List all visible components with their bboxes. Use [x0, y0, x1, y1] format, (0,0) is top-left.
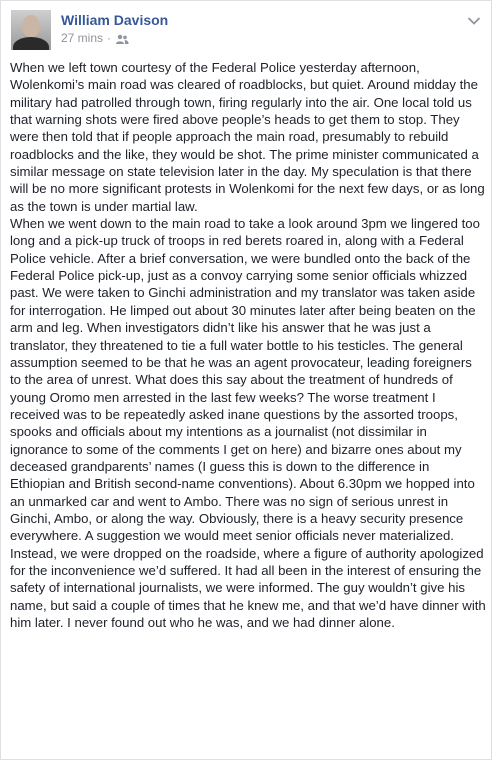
post-meta	[61, 31, 129, 45]
avatar[interactable]	[11, 10, 51, 50]
meta-separator: ·	[107, 31, 112, 45]
chevron-down-icon[interactable]	[467, 13, 481, 23]
avatar-head	[22, 15, 40, 37]
post-body	[10, 59, 486, 631]
friends-icon[interactable]	[115, 33, 129, 43]
avatar-shoulders	[13, 37, 49, 50]
post-paragraph: When we went down to the main road to take a look around 3pm we lingered too long and a pick-up truck of troops in red berets roared in, along with a Federal Police vehicle. After a brief conversation, we were bundled onto the back of the Federal Police pick-up, just as a convoy carrying some senior officials whizzed past. We were taken to Ginchi administration and my translator was taken aside for interrogation. He limped out about 30 minutes later after being beaten on the arm and leg. When investigators didn’t like his answer that he was just a translator, they threatened to tie a full water bottle to his testicles. The general assumption seemed to be that he was an agent provocateur, leading foreigners to the area of unrest. What does this say about the treatment of hundreds of young Oromo men arrested in the last few weeks? The worse treatment I received was to be repeatedly asked inane questions by the assorted troops, spooks and officials about my intentions as a journalist (not dissimilar in ignorance to some of the comments I get on here) and bizarre ones about my deceased grandparents’ names (I guess this is down to the difference in Ethiopian and British second-name conventions). About 6.30pm we hopped into an unmarked car and went to Ambo. There was no sign of serious unrest in Ginchi, Ambo, or along the way. Obviously, there is a heavy security presence everywhere. A suggestion we would meet senior officials never materialized. Instead, we were dropped on the roadside, where a figure of authority apologized for the inconvenience we’d suffered. It had all been in the interest of ensuring the safety of international journalists, we were informed. The guy wouldn’t give his name, but said a couple of times that he knew me, and that we’d have dinner with him later. I never found out who he was, and we had dinner alone.	[10, 216, 486, 630]
timestamp[interactable]: 27 mins	[61, 31, 104, 45]
post-paragraph: When we left town courtesy of the Federal Police yesterday afternoon, Wolenkomi’s main road was cleared of roadblocks, but quiet. Around midday the military had patrolled through town, firing regularly into the air. One local told us that warning shots were fired above people’s heads to get them to stop. They were then told that if people approach the main road, presumably to rebuild roadblocks and the like, they would be shot. The prime minister communicated a similar message on state television later in the day. My speculation is that there will be no more significant protests in Wolenkomi for the next few days, or as long as the town is under martial law.	[10, 60, 485, 214]
author-name[interactable]: William Davison	[61, 12, 169, 28]
post-header	[1, 1, 491, 57]
